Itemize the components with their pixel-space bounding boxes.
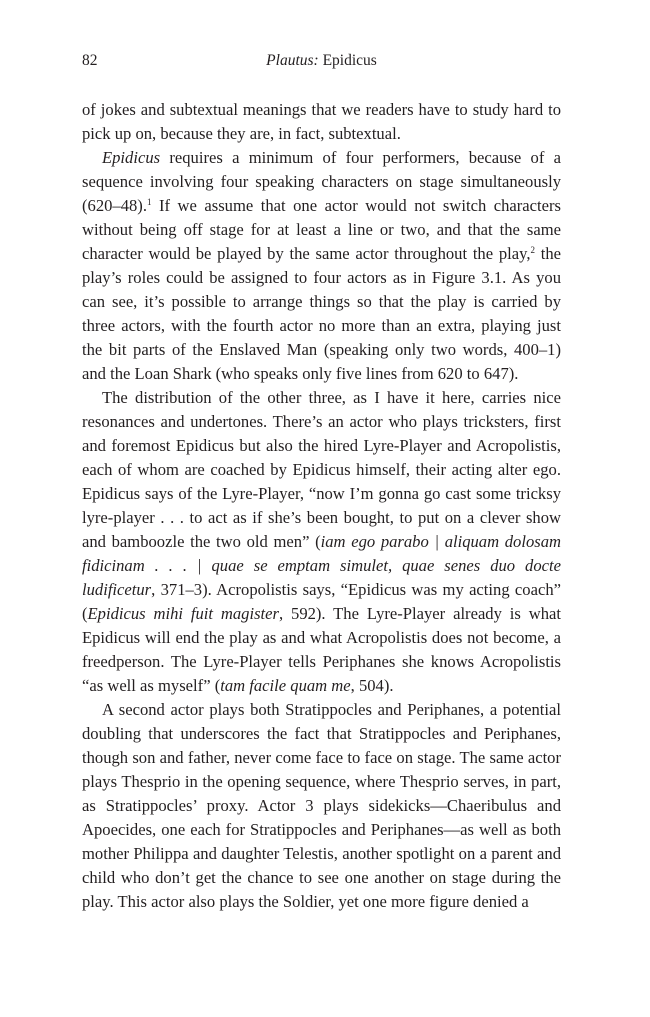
footnote-ref: 1 bbox=[146, 197, 152, 207]
paragraph bbox=[82, 698, 561, 914]
running-head bbox=[82, 52, 561, 70]
page-header bbox=[82, 52, 561, 74]
running-head-author: Plautus: bbox=[266, 52, 319, 69]
italic-text: tam facile quam me bbox=[220, 676, 351, 695]
text-run: The distribution of the other three, as I have it here, carries nice resonances and undertones. There’s an actor who plays tricksters, first and foremost Epidicus but also the hired Lyre-Player and Acropolistis, each of whom are coached by Epidicus himself, their acting alter ego. Epidicus says of the Lyre-Player, “now I’m gonna go cast some tricksy lyre-player . . . to act as if she’s been bought, to put on a clever show and bamboozle the two old men” ( bbox=[82, 388, 561, 551]
italic-text: Epidicus bbox=[102, 148, 161, 167]
text-run: the play’s roles could be assigned to four actors as in Figure 3.1. As you can see, it’s possible to arrange things so that the play is carried by three actors, with the fourth actor no more than an extra, playing just the bit parts of the Enslaved Man (speaking only two words, 400–1) and the Loan Shark (who speaks only five lines from 620 to 647). bbox=[82, 244, 562, 383]
text-run: , 504). bbox=[350, 676, 394, 695]
footnote-ref: 2 bbox=[530, 245, 535, 255]
paragraph bbox=[82, 98, 561, 146]
page-number: 82 bbox=[82, 52, 98, 69]
text-run: If we assume that one actor would not switch characters without being off stage for at least a line or two, and that the same character would be played by the same actor throughout the play, bbox=[82, 196, 561, 263]
text-run: , 371–3). Acropolistis says, “Epidicus was my acting coach” ( bbox=[82, 580, 561, 623]
text-run: , 592). The Lyre-Player already is what Epidicus will end the play as and what Acropolistis does not become, a freedperson. The Lyre-Player tells Periphanes she knows Acropolistis “as well as myself” ( bbox=[82, 604, 561, 695]
running-head-title: Epidicus bbox=[318, 52, 377, 69]
text-run: requires a minimum of four performers, because of a sequence involving four speaking characters on stage simultaneously (620–48). bbox=[82, 148, 561, 215]
body-text bbox=[82, 98, 561, 914]
text-run: A second actor plays both Stratippocles and Periphanes, a potential doubling that underscores the fact that Stratippocles and Periphanes, though son and father, never come face to face on stage. The same actor plays Thesprio in the opening sequence, where Thesprio serves, in part, as Stratippocles’ proxy. Actor 3 plays sidekicks—Chaeribulus and Apoecides, one each for Stratippocles and Periphanes—as well as both mother Philippa and daughter Telestis, another spotlight on a parent and child who don’t get the chance to see one another on stage during the play. This actor also plays the Soldier, yet one more figure denied a bbox=[82, 700, 561, 911]
paragraph bbox=[82, 146, 561, 386]
paragraph bbox=[82, 386, 561, 698]
italic-text: Epidicus mihi fuit magister bbox=[87, 604, 279, 623]
text-run: of jokes and subtextual meanings that we readers have to study hard to pick up on, because they are, in fact, subtextual. bbox=[82, 100, 561, 143]
italic-text: iam ego parabo | aliquam dolosam fidicinam . . . | quae se emptam simulet, quae senes duo docte ludificetur bbox=[82, 532, 561, 599]
